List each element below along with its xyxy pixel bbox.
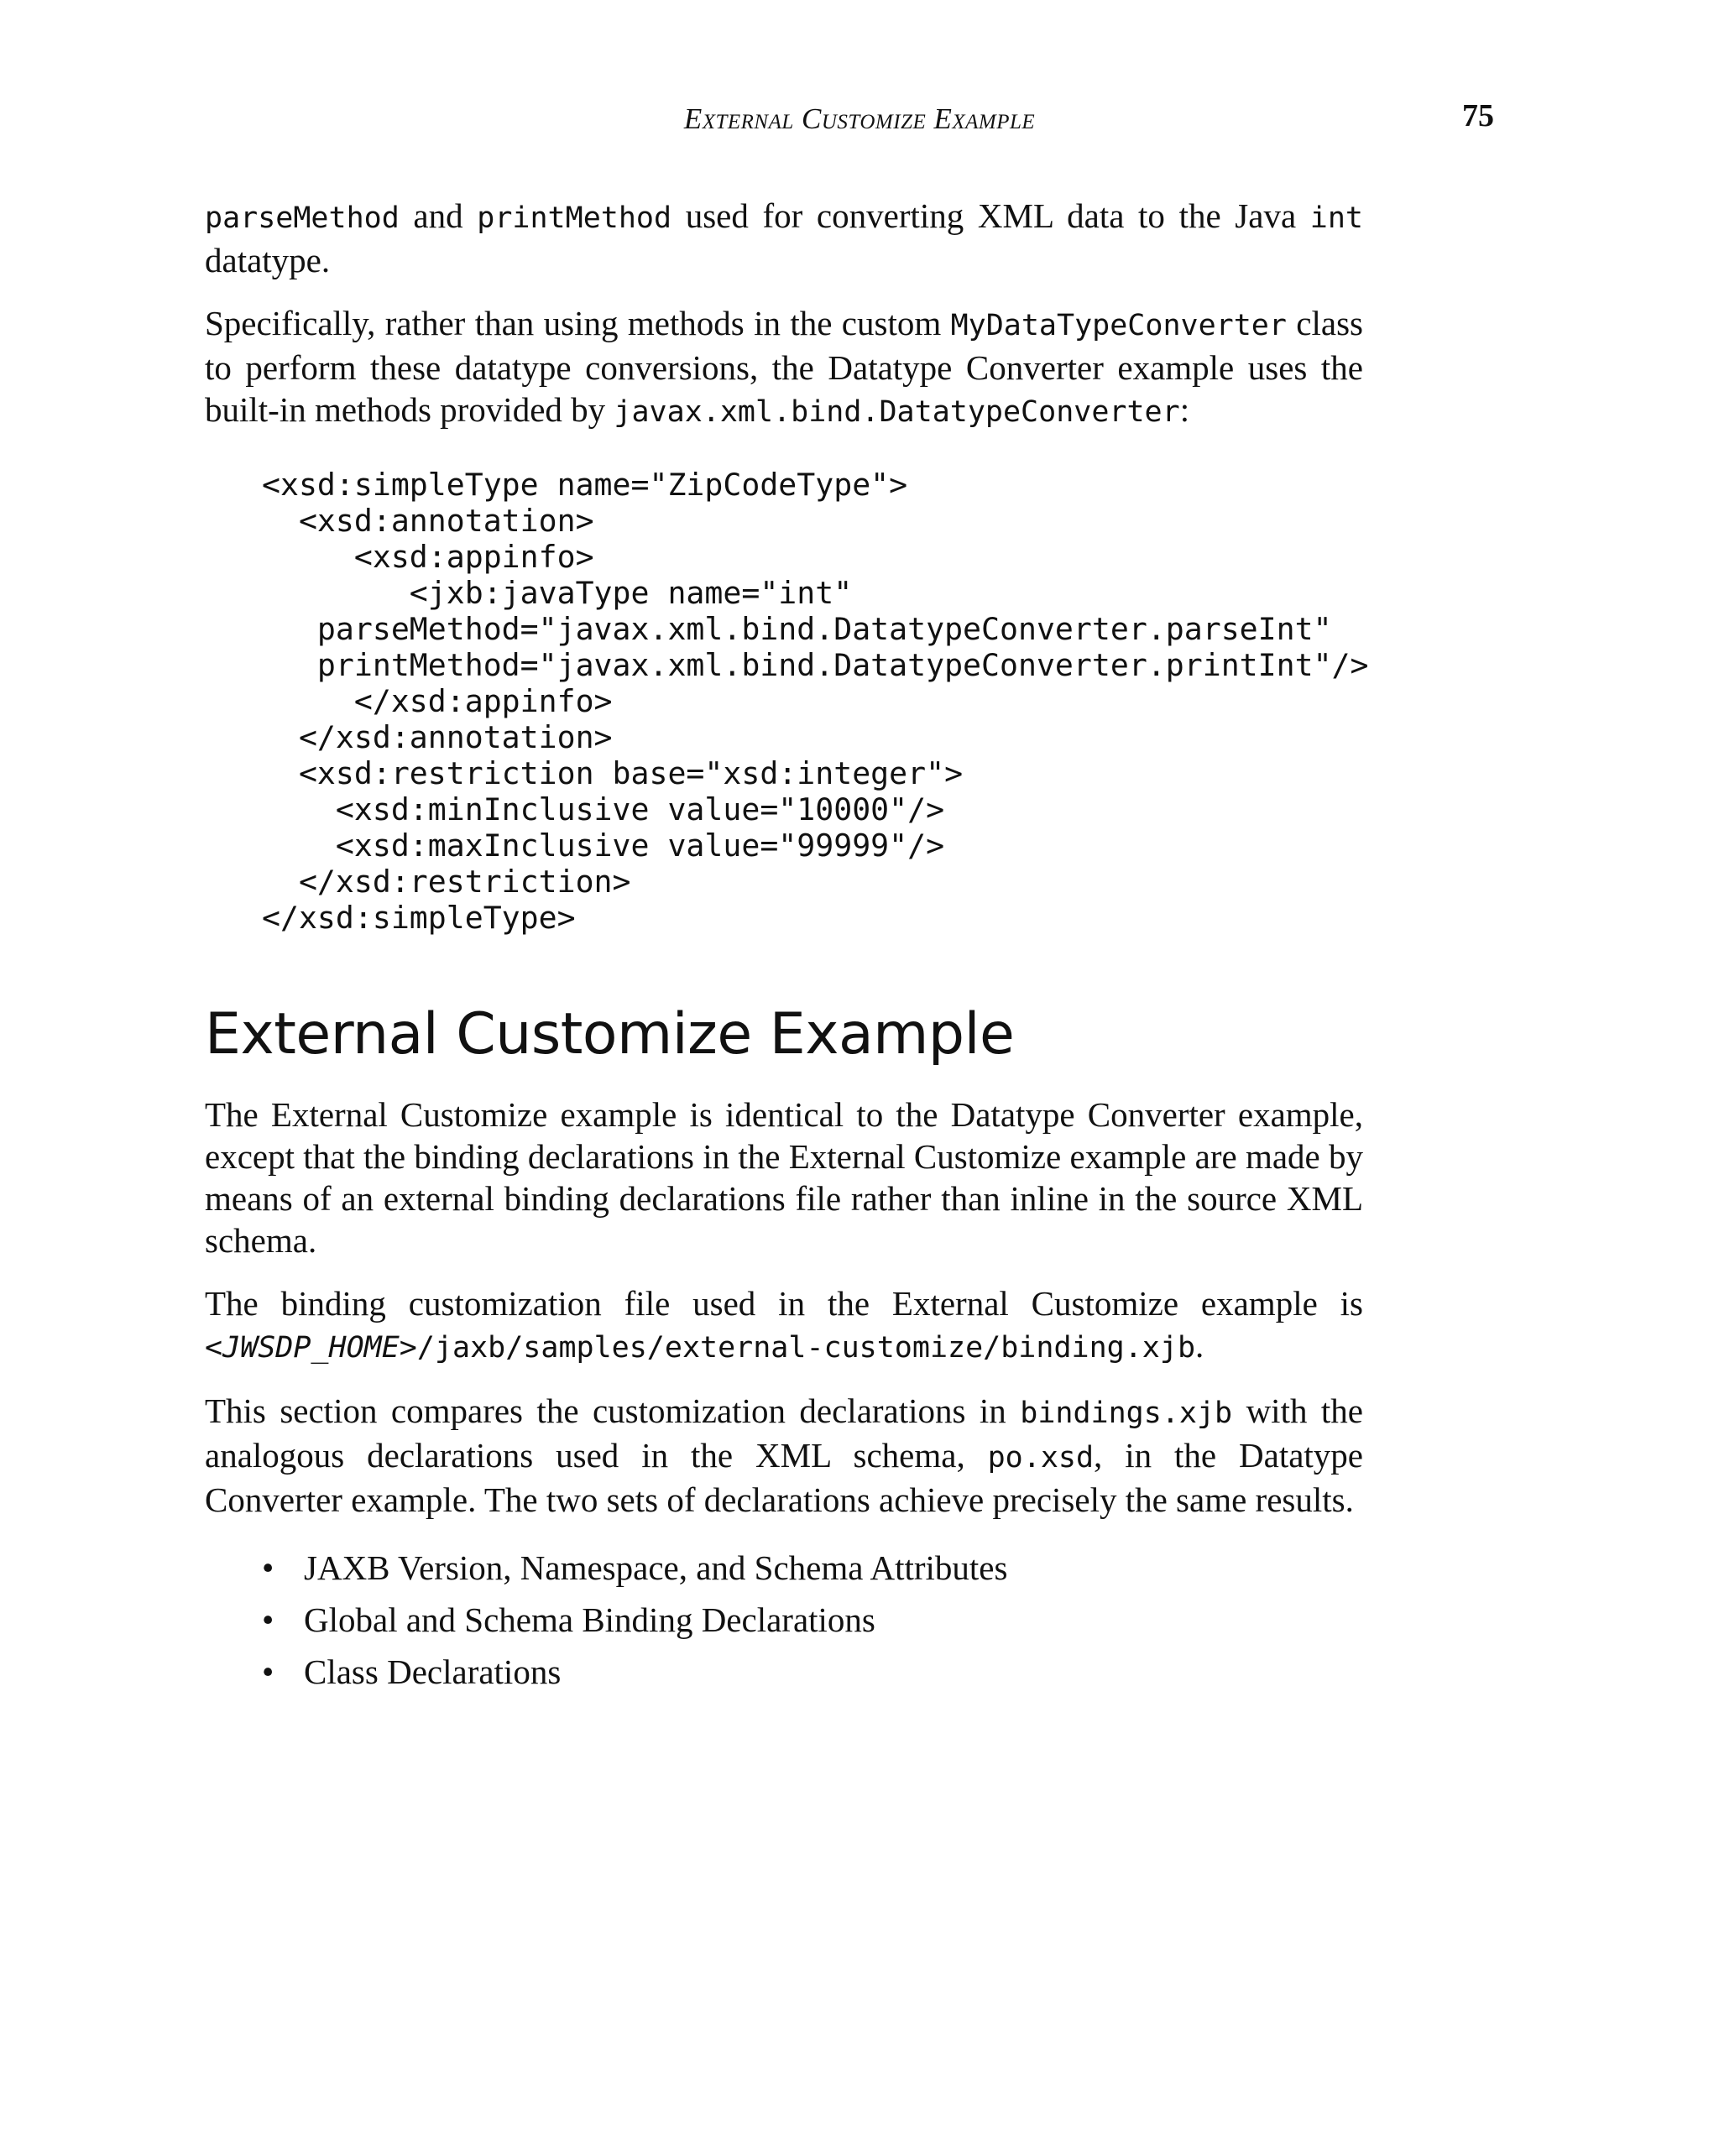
inline-code: parseMethod [205, 201, 400, 235]
paragraph-parse-print-methods: parseMethod and printMethod used for converting XML data to the Java int datatype. [205, 196, 1363, 279]
paragraph-comparison: This section compares the customization declarations in bindings.xjb with the analogous declarations used in the XML schema, po.xsd, in the Datatype Converter example. The two sets of declarations achieve precisely the same results. [205, 1391, 1363, 1519]
page-number: 75 [1462, 98, 1494, 133]
bullet-list [262, 1542, 1363, 1698]
running-header-title: External Customize Example [683, 102, 1036, 135]
bullet-icon: • [262, 1548, 274, 1587]
inline-code-path: <JWSDP_HOME>/jaxb/samples/external-customize/binding.xjb [205, 1331, 1196, 1365]
list-item: • JAXB Version, Namespace, and Schema Attributes [262, 1542, 1363, 1594]
paragraph-external-intro: The External Customize example is identical to the Datatype Converter example, except that the binding declarations in the External Customize example are made by means of an external binding declarations file rather than inline in the source XML schema. [205, 1095, 1363, 1260]
inline-code: bindings.xjb [1020, 1396, 1233, 1430]
bullet-icon: • [262, 1600, 274, 1639]
list-item: • Global and Schema Binding Declarations [262, 1594, 1363, 1646]
section-heading: External Customize Example [205, 1001, 1015, 1068]
inline-code: MyDataTypeConverter [950, 309, 1287, 342]
list-item: • Class Declarations [262, 1646, 1363, 1698]
inline-code: int [1309, 201, 1363, 235]
paragraph-builtin-methods: Specifically, rather than using methods in the custom MyDataTypeConverter class to perform these datatype conversions, the Datatype Converter example uses the built-in methods provided by javax.xml.bind.DatatypeConverter: [205, 304, 1363, 429]
inline-code: po.xsd [987, 1441, 1095, 1475]
code-listing-zipcode: <xsd:simpleType name="ZipCodeType"> <xsd:annotation> <xsd:appinfo> <jxb:javaType name="int" parseMethod="javax.xml.bind.DatatypeConverter.parseInt" printMethod="javax.xml.bind.DatatypeConverter.printInt"/> </xsd:appinfo> </xsd:annotation> <xsd:restriction base="xsd:integer"> <xsd:minInclusive value="10000"/> <xsd:maxInclusive value="99999"/> </xsd:restriction> </xsd:simpleType> [262, 467, 1369, 936]
page-content [205, 195, 1369, 1698]
bullet-icon: • [262, 1652, 274, 1691]
running-header [0, 98, 1719, 144]
inline-code: javax.xml.bind.DatatypeConverter [614, 395, 1180, 429]
paragraph-binding-file: The binding customization file used in the External Customize example is <JWSDP_HOME>/jaxb/samples/external-customize/binding.xjb. [205, 1284, 1363, 1365]
inline-code: printMethod [477, 201, 672, 235]
